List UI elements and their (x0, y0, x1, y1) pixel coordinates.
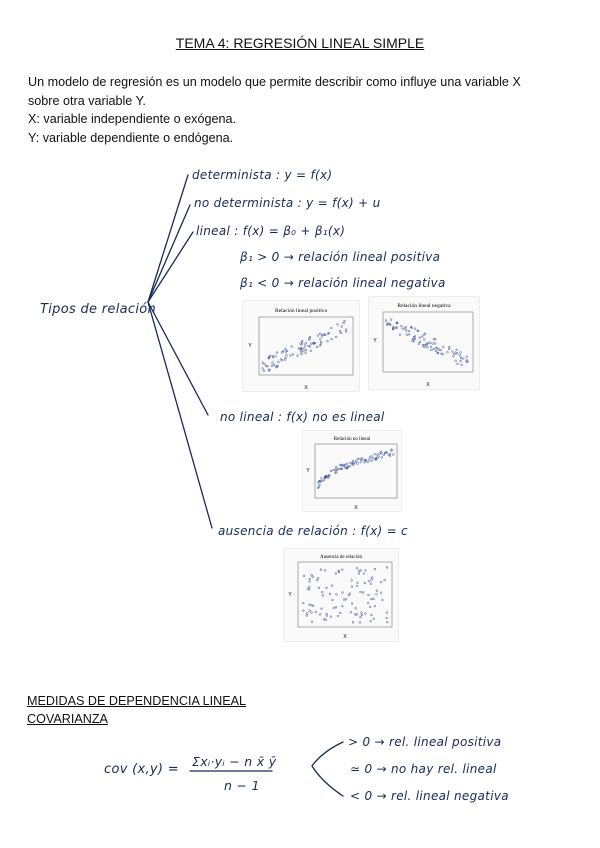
scatter-point (351, 603, 353, 605)
scatter-point (305, 342, 307, 344)
scatter-point (455, 360, 457, 362)
scatter-point (339, 612, 341, 614)
scatter-point (423, 334, 425, 336)
scatter-point (264, 363, 266, 365)
scatter-point (320, 478, 322, 480)
scatter-point (346, 463, 348, 465)
scatter-point (456, 349, 458, 351)
covariance-lhs: cov (x,y) = (104, 762, 179, 777)
scatter-point (383, 454, 385, 456)
plot-negative (368, 296, 480, 390)
covariance-denominator: n − 1 (224, 778, 260, 793)
scatter-point (389, 453, 391, 455)
scatter-point (370, 620, 372, 622)
plot-nonlinear (302, 430, 402, 512)
scatter-point (440, 349, 442, 351)
scatter-point (374, 453, 376, 455)
tree-root-label: Tipos de relación (40, 302, 157, 317)
covariance-case-zero: ≃ 0 → no hay rel. lineal (350, 762, 497, 776)
intro-line-3: X: variable independiente o exógena. (28, 112, 236, 127)
scatter-point (429, 342, 431, 344)
scatter-point (286, 354, 288, 356)
scatter-point (361, 612, 363, 614)
scatter-point (386, 612, 388, 614)
scatter-point (305, 349, 307, 351)
plot-negative-ylabel: Y (373, 338, 377, 344)
scatter-point (276, 352, 278, 354)
covariance-numerator: Σxᵢ·yᵢ − n x̄ ȳ (192, 754, 277, 769)
scatter-point (365, 569, 367, 571)
scatter-point (343, 599, 345, 601)
scatter-point (357, 582, 359, 584)
scatter-point (326, 613, 328, 615)
scatter-point (372, 458, 374, 460)
scatter-point (262, 362, 264, 364)
scatter-point (365, 613, 367, 615)
scatter-point (321, 591, 323, 593)
scatter-point (352, 460, 354, 462)
scatter-point (355, 607, 357, 609)
scatter-point (361, 614, 363, 616)
scatter-point (418, 343, 420, 345)
scatter-point (452, 351, 454, 353)
scatter-point (459, 355, 461, 357)
plot-negative-xlabel: X (426, 382, 430, 388)
scatter-point (319, 614, 321, 616)
scatter-point (370, 583, 372, 585)
scatter-point (302, 602, 304, 604)
scatter-point (334, 469, 336, 471)
scatter-point (319, 338, 321, 340)
scatter-point (320, 341, 322, 343)
scatter-point (341, 569, 343, 571)
scatter-point (438, 349, 440, 351)
plot-positive-title: Relación lineal positiva (275, 308, 327, 314)
scatter-point (303, 350, 305, 352)
scatter-point (324, 570, 326, 572)
scatter-point (461, 364, 463, 366)
scatter-point (358, 573, 360, 575)
scatter-point (370, 598, 372, 600)
scatter-point (362, 592, 364, 594)
scatter-point (386, 621, 388, 623)
branch-no-determinista: no determinista : y = f(x) + u (194, 196, 381, 210)
plot-no-relation-ylabel: Y (288, 592, 292, 598)
plot-positive-xlabel: X (304, 385, 308, 391)
scatter-point (292, 354, 294, 356)
plot-no-relation-points (302, 567, 388, 624)
scatter-point (402, 328, 404, 330)
plot-nonlinear-ylabel: Y (306, 468, 310, 474)
scatter-point (309, 610, 311, 612)
scatter-point (338, 468, 340, 470)
scatter-point (456, 353, 458, 355)
lineal-positive-case: β₁ > 0 → relación lineal positiva (240, 250, 441, 264)
scatter-point (317, 577, 319, 579)
scatter-point (433, 348, 435, 350)
page-title: TEMA 4: REGRESIÓN LINEAL SIMPLE (175, 35, 425, 51)
scatter-point (371, 577, 373, 579)
plot-no-relation (283, 548, 399, 642)
scatter-point (321, 480, 323, 482)
scatter-point (335, 573, 337, 575)
scatter-point (390, 319, 392, 321)
scatter-point (374, 568, 376, 570)
scatter-point (345, 331, 347, 333)
scatter-point (290, 355, 292, 357)
scatter-point (332, 599, 334, 601)
scatter-point (359, 622, 361, 624)
scatter-point (272, 362, 274, 364)
scatter-point (317, 335, 319, 337)
scatter-point (399, 334, 401, 336)
scatter-point (352, 621, 354, 623)
branch-lineal: lineal : f(x) = β₀ + β₁(x) (196, 224, 346, 238)
branch-ausencia: ausencia de relación : f(x) = c (218, 524, 408, 538)
scatter-point (369, 606, 371, 608)
scatter-point (320, 569, 322, 571)
scatter-point (389, 455, 391, 457)
scatter-point (376, 454, 378, 456)
scatter-point (371, 579, 373, 581)
scatter-point (341, 326, 343, 328)
plot-no-relation-xlabel: X (343, 634, 347, 640)
scatter-point (408, 334, 410, 336)
scatter-point (330, 470, 332, 472)
scatter-point (355, 614, 357, 616)
scatter-point (271, 365, 273, 367)
scatter-point (275, 356, 277, 358)
scatter-point (309, 586, 311, 588)
scatter-point (374, 605, 376, 607)
branch-determinista: determinista : y = f(x) (192, 168, 333, 182)
branch-no-lineal: no lineal : f(x) no es lineal (220, 410, 385, 424)
scatter-point (424, 344, 426, 346)
scatter-point (337, 615, 339, 617)
scatter-point (300, 351, 302, 353)
plot-nonlinear-xlabel: X (354, 505, 358, 511)
scatter-point (368, 594, 370, 596)
plot-no-relation-title: Ausencia de relación (320, 555, 362, 560)
scatter-point (466, 356, 468, 358)
scatter-point (302, 610, 304, 612)
scatter-point (297, 355, 299, 357)
scatter-point (303, 347, 305, 349)
scatter-point (273, 364, 275, 366)
scatter-point (360, 461, 362, 463)
scatter-point (392, 454, 394, 456)
scatter-point (317, 482, 319, 484)
plot-negative-points (385, 319, 469, 366)
covariance-case-negative: < 0 → rel. lineal negativa (350, 789, 509, 803)
scatter-point (306, 615, 308, 617)
scatter-point (371, 460, 373, 462)
scatter-point (384, 579, 386, 581)
scatter-point (327, 477, 329, 479)
scatter-point (419, 341, 421, 343)
scatter-point (351, 580, 353, 582)
scatter-point (414, 328, 416, 330)
scatter-point (380, 592, 382, 594)
scatter-point (316, 579, 318, 581)
scatter-point (386, 617, 388, 619)
scatter-point (364, 582, 366, 584)
scatter-point (462, 358, 464, 360)
scatter-point (424, 346, 426, 348)
scatter-point (305, 352, 307, 354)
scatter-point (309, 578, 311, 580)
scatter-point (367, 461, 369, 463)
scatter-point (448, 348, 450, 350)
plot-positive-ylabel: Y (248, 343, 252, 349)
section-heading-covariance: COVARIANZA (27, 712, 108, 726)
plot-positive-points (262, 320, 347, 372)
scatter-point (423, 339, 425, 341)
plot-positive (242, 300, 360, 392)
scatter-point (447, 351, 449, 353)
scatter-point (285, 348, 287, 350)
scatter-point (316, 346, 318, 348)
scatter-point (414, 338, 416, 340)
scatter-point (312, 576, 314, 578)
scatter-point (321, 608, 323, 610)
scatter-point (356, 585, 358, 587)
scatter-point (356, 460, 358, 462)
scatter-point (435, 350, 437, 352)
scatter-point (369, 456, 371, 458)
scatter-point (457, 363, 459, 365)
scatter-point (419, 337, 421, 339)
scatter-point (401, 325, 403, 327)
scatter-point (310, 350, 312, 352)
scatter-point (304, 345, 306, 347)
scatter-point (350, 611, 352, 613)
scatter-point (373, 618, 375, 620)
scatter-point (460, 357, 462, 359)
scatter-point (337, 323, 339, 325)
lineal-negative-case: β₁ < 0 → relación lineal negativa (240, 276, 446, 290)
scatter-point (301, 353, 303, 355)
intro-line-2: sobre otra variable Y. (28, 93, 146, 108)
intro-line-4: Y: variable dependiente o endógena. (28, 130, 234, 145)
scatter-point (454, 353, 456, 355)
scatter-point (368, 459, 370, 461)
scatter-point (332, 469, 334, 471)
scatter-point (430, 346, 432, 348)
scatter-point (385, 320, 387, 322)
scatter-point (262, 368, 264, 370)
scatter-point (336, 594, 338, 596)
covariance-case-positive: > 0 → rel. lineal positiva (348, 735, 502, 749)
scatter-point (406, 334, 408, 336)
scatter-point (342, 605, 344, 607)
scatter-point (315, 611, 317, 613)
scatter-point (356, 567, 358, 569)
plot-nonlinear-title: Relación no lineal (333, 437, 371, 442)
scatter-point (310, 343, 312, 345)
scatter-point (303, 575, 305, 577)
scatter-point (285, 357, 287, 359)
scatter-point (331, 585, 333, 587)
scatter-point (408, 330, 410, 332)
scatter-point (329, 593, 331, 595)
scatter-point (345, 329, 347, 331)
scatter-point (357, 458, 359, 460)
intro-line-1: Un modelo de regresión es un modelo que permite describir como influye una variable X (28, 75, 521, 89)
scatter-point (318, 587, 320, 589)
scatter-point (269, 355, 271, 357)
scatter-point (448, 346, 450, 348)
scatter-point (373, 598, 375, 600)
scatter-point (412, 338, 414, 340)
scatter-point (376, 593, 378, 595)
scatter-point (345, 598, 347, 600)
scatter-point (326, 587, 328, 589)
scatter-point (311, 574, 313, 576)
scatter-point (344, 320, 346, 322)
scatter-point (380, 581, 382, 583)
plot-no-relation-frame (298, 562, 392, 627)
scatter-point (263, 370, 265, 372)
scatter-point (327, 340, 329, 342)
scatter-point (367, 602, 369, 604)
scatter-point (309, 581, 311, 583)
scatter-point (339, 330, 341, 332)
scatter-point (322, 595, 324, 597)
scatter-point (406, 330, 408, 332)
scatter-point (386, 567, 388, 569)
scatter-point (331, 338, 333, 340)
scatter-point (360, 591, 362, 593)
scatter-point (460, 360, 462, 362)
scatter-point (335, 606, 337, 608)
scatter-point (330, 616, 332, 618)
scatter-point (311, 612, 313, 614)
scatter-point (333, 607, 335, 609)
scatter-point (382, 599, 384, 601)
scatter-point (376, 590, 378, 592)
scatter-point (319, 345, 321, 347)
scatter-point (291, 346, 293, 348)
scatter-point (426, 346, 428, 348)
scatter-point (326, 615, 328, 617)
scatter-point (319, 333, 321, 335)
scatter-point (434, 343, 436, 345)
scatter-point (442, 346, 444, 348)
scatter-point (460, 352, 462, 354)
scatter-point (311, 621, 313, 623)
scatter-point (363, 573, 365, 575)
scatter-point (381, 457, 383, 459)
scatter-point (342, 592, 344, 594)
scatter-point (343, 322, 345, 324)
scatter-point (348, 594, 350, 596)
scatter-point (312, 605, 314, 607)
plot-negative-title: Relación lineal negativa (397, 303, 451, 309)
scatter-point (432, 343, 434, 345)
scatter-point (368, 580, 370, 582)
scatter-point (351, 586, 353, 588)
scatter-point (309, 604, 311, 606)
scatter-point (421, 336, 423, 338)
scatter-point (320, 343, 322, 345)
section-heading-linear-dependence: MEDIDAS DE DEPENDENCIA LINEAL (27, 694, 247, 708)
scatter-point (330, 327, 332, 329)
plot-nonlinear-points (317, 449, 394, 489)
scatter-point (284, 359, 286, 361)
scatter-point (431, 349, 433, 351)
scatter-point (306, 613, 308, 615)
scatter-point (357, 463, 359, 465)
scatter-point (379, 453, 381, 455)
scatter-point (323, 479, 325, 481)
scatter-point (371, 614, 373, 616)
scatter-point (335, 336, 337, 338)
scatter-point (453, 355, 455, 357)
scatter-point (360, 616, 362, 618)
scatter-point (278, 361, 280, 363)
